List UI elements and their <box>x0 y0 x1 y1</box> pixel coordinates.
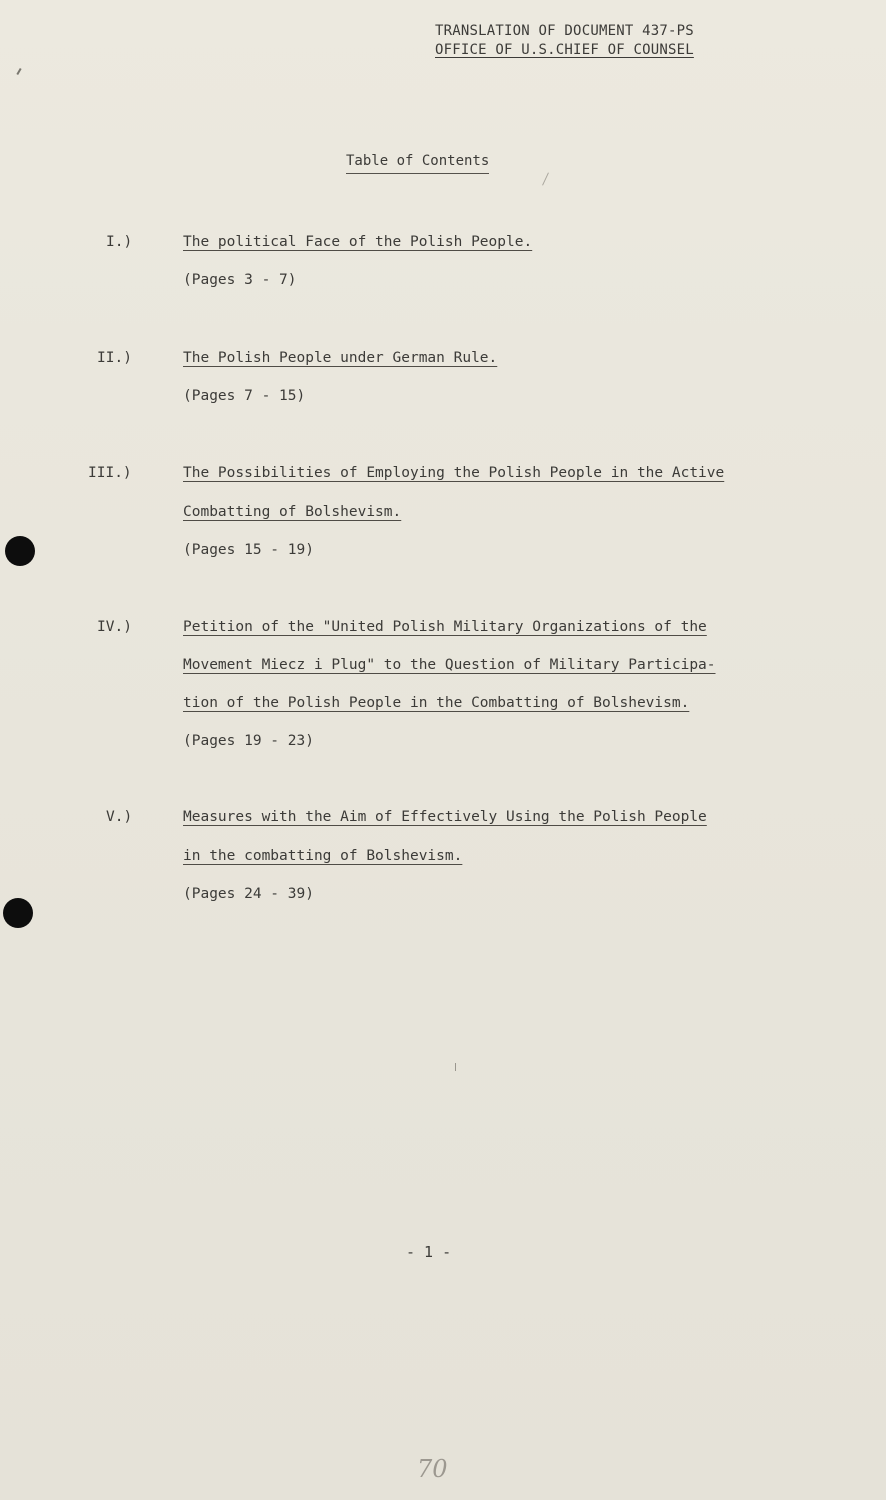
entry-number: II.) <box>97 350 132 366</box>
punch-hole-upper <box>5 536 35 566</box>
entry-title-line: Combatting of Bolshevism. <box>183 504 402 520</box>
entry-pages: (Pages 3 - 7) <box>183 272 297 288</box>
entry-number: IV.) <box>97 619 132 635</box>
entry-number: I.) <box>106 234 133 250</box>
document-header-line-2: OFFICE OF U.S.CHIEF OF COUNSEL <box>435 42 694 58</box>
entry-title-line: Movement Miecz i Plug" to the Question of Military Participa- <box>183 657 716 673</box>
punch-hole-lower <box>3 898 33 928</box>
handwritten-page-number: 70 <box>417 1455 448 1483</box>
entry-title-line: The political Face of the Polish People. <box>183 234 533 250</box>
entry-title-line: The Polish People under German Rule. <box>183 350 498 366</box>
entry-number: V.) <box>106 809 133 825</box>
entry-title-line: tion of the Polish People in the Combatting of Bolshevism. <box>183 695 690 711</box>
document-header-line-1: TRANSLATION OF DOCUMENT 437-PS <box>435 23 694 39</box>
entry-pages: (Pages 19 - 23) <box>183 733 314 749</box>
page-number: - 1 - <box>406 1243 452 1261</box>
entry-title-line: Petition of the "United Polish Military Organizations of the <box>183 619 707 635</box>
entry-title-line: in the combatting of Bolshevism. <box>183 848 463 864</box>
entry-pages: (Pages 15 - 19) <box>183 542 314 558</box>
entry-pages: (Pages 24 - 39) <box>183 886 314 902</box>
page-title: Table of Contents <box>346 153 489 174</box>
stray-mark <box>455 1063 456 1071</box>
entry-title-line: The Possibilities of Employing the Polish People in the Active <box>183 465 725 481</box>
stray-mark <box>16 68 21 75</box>
entry-pages: (Pages 7 - 15) <box>183 388 306 404</box>
entry-number: III.) <box>88 465 132 481</box>
entry-title-line: Measures with the Aim of Effectively Using the Polish People <box>183 809 707 825</box>
stray-mark <box>542 172 549 185</box>
